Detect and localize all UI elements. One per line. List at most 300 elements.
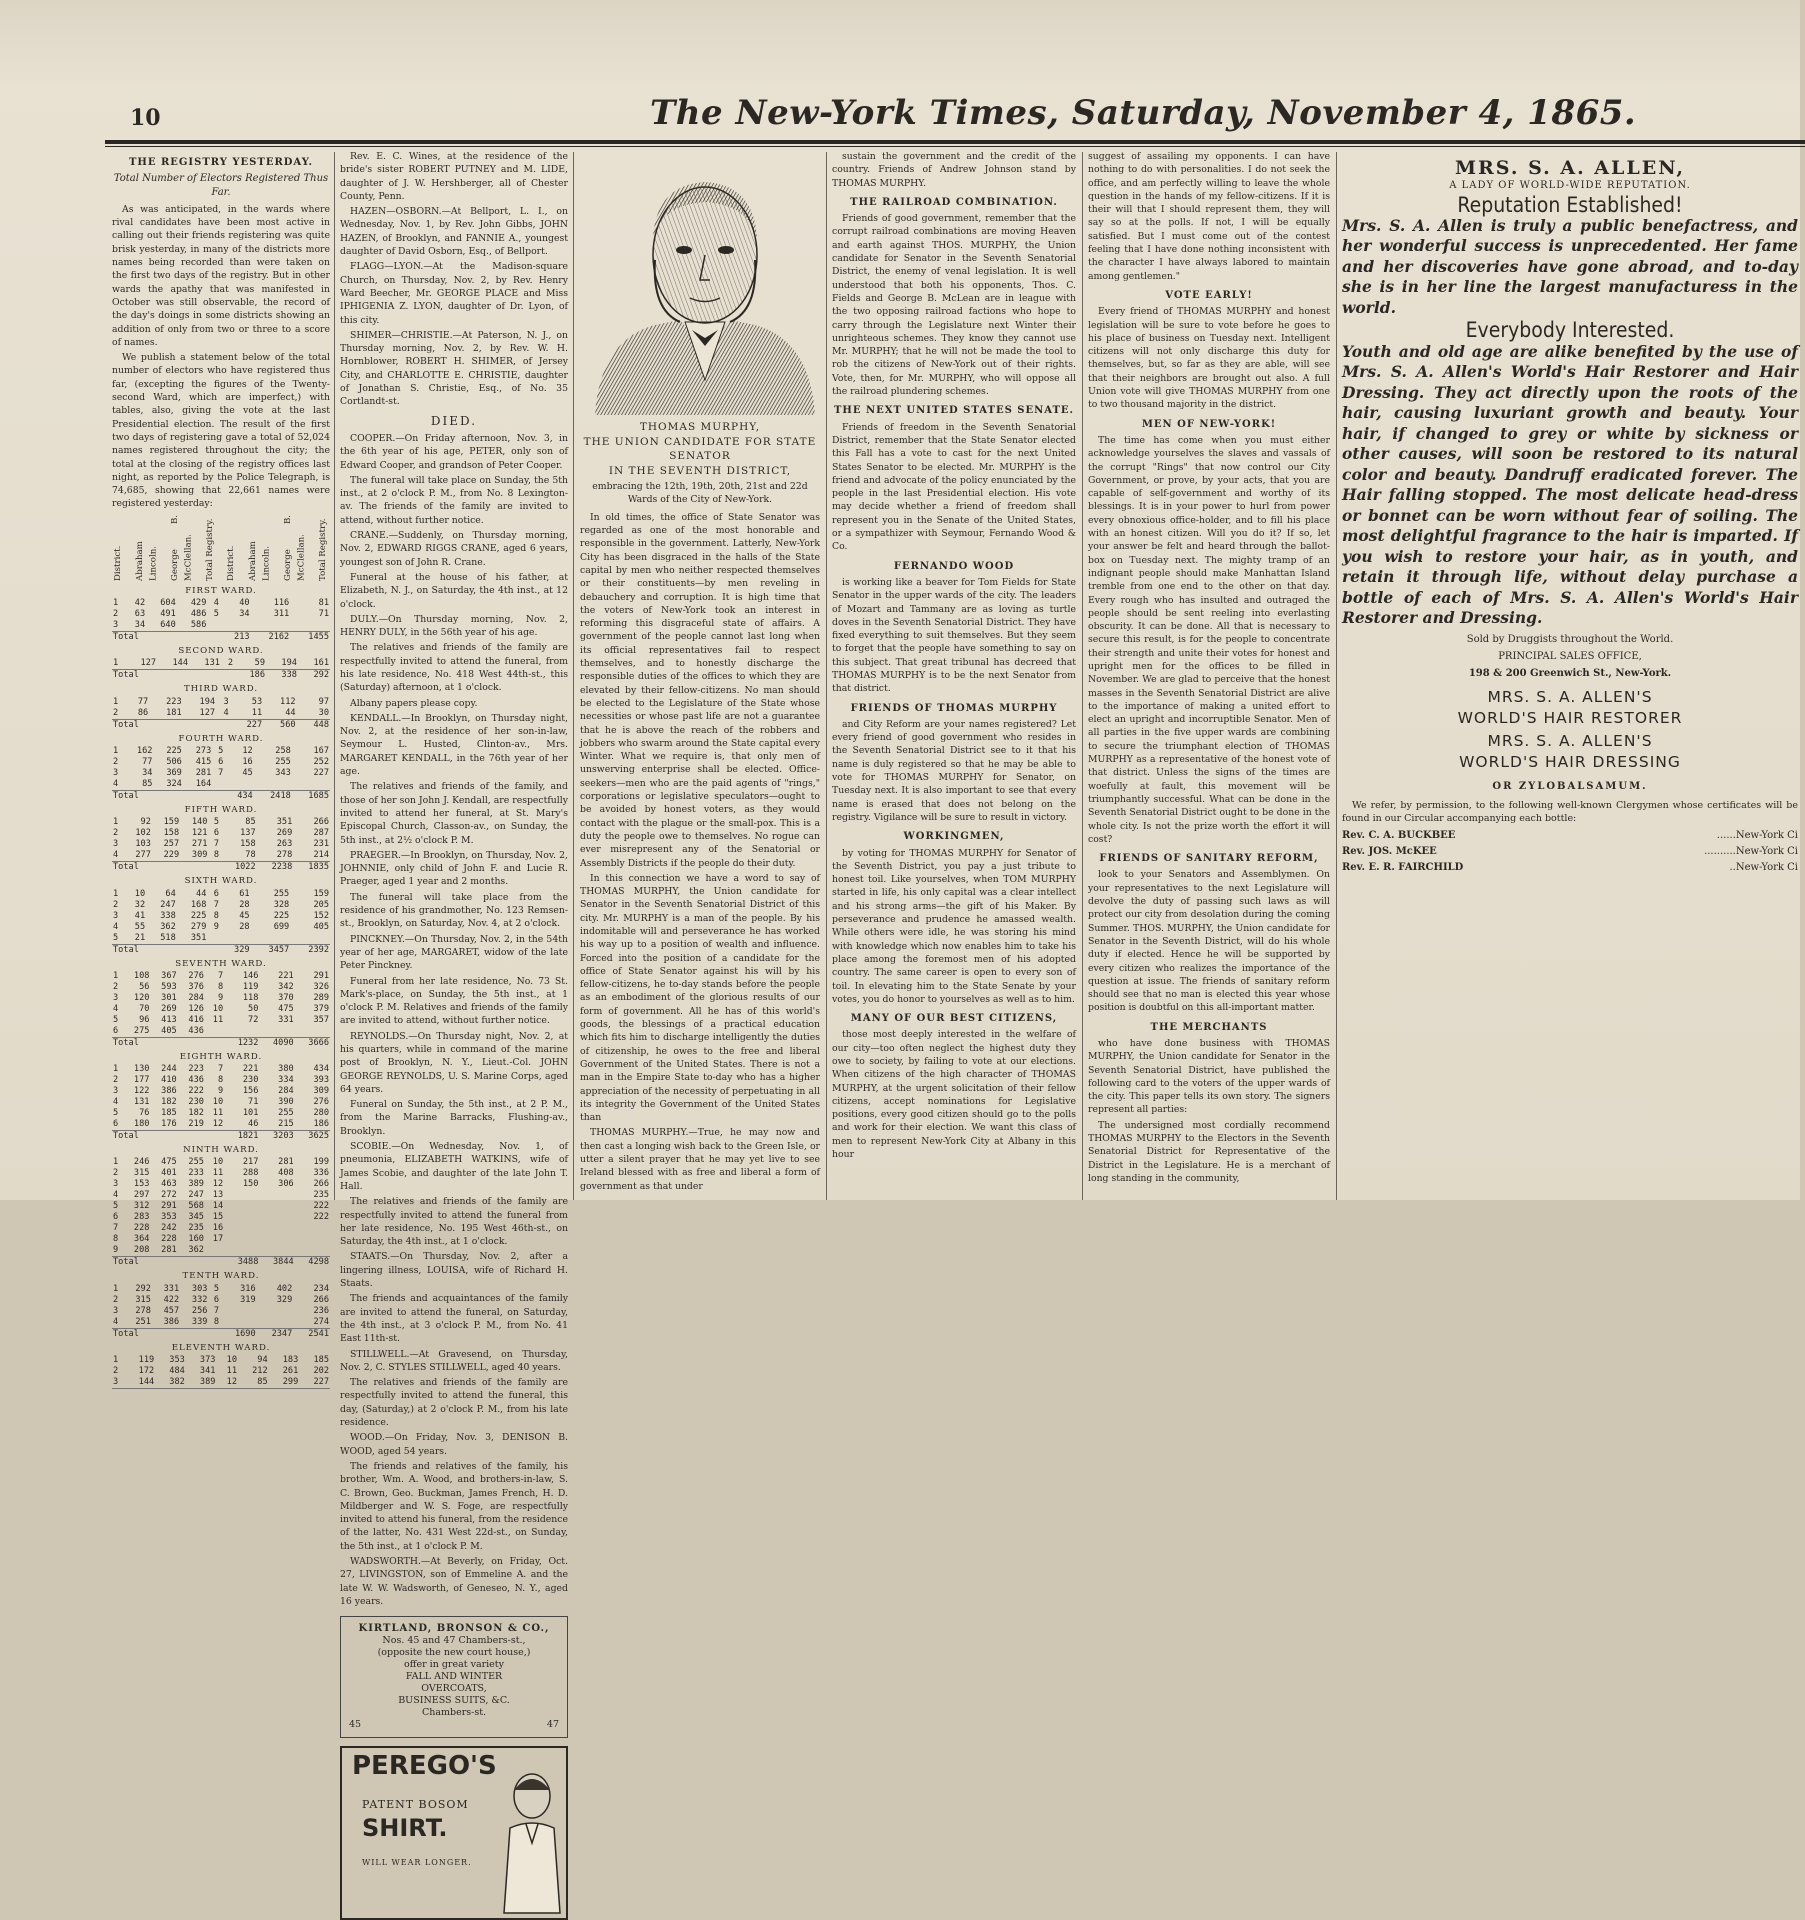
ward-cell: 235 [313, 1190, 329, 1201]
registry-column-header: District. [226, 545, 237, 581]
allen-block-dressing-line2: WORLD'S HAIR DRESSING [1459, 753, 1681, 772]
ward-cell [259, 1190, 294, 1201]
kirtland-ad-line: offer in great variety [404, 1659, 504, 1671]
ward-cell: 2 [113, 1294, 119, 1305]
ward-table [112, 1355, 330, 1389]
ward-row [112, 757, 330, 768]
ward-cell: 3 [113, 910, 119, 921]
kirtland-ad-line: Nos. 45 and 47 Chambers-st., [382, 1635, 526, 1647]
kirtland-ad-line: FALL AND WINTER [405, 1671, 503, 1683]
ward-total-label: Total [112, 1131, 224, 1143]
ward-cell: 1 [113, 1283, 119, 1294]
column-campaign-2 [1088, 150, 1330, 1200]
ward-cell: 244 [161, 1064, 177, 1075]
ward-cell: 338 [160, 910, 176, 921]
ward-cell: 284 [188, 992, 204, 1003]
ward-cell: 278 [135, 1305, 151, 1316]
ward-cell: 484 [169, 1365, 185, 1376]
ward-cell: 255 [273, 888, 290, 899]
ward-cell: 5 [213, 1283, 220, 1294]
ward-row [112, 817, 330, 828]
ward-cell: 16 [212, 1223, 224, 1234]
perego-patent: PATENT BOSOM [362, 1798, 469, 1812]
ward-cell: 131 [133, 1097, 150, 1108]
ward-cell: 167 [313, 745, 329, 756]
ward-cell: 280 [313, 1108, 329, 1119]
ward-cell: 266 [313, 817, 329, 828]
ward-cell: 13 [212, 1190, 224, 1201]
ward-cell: 34 [134, 620, 146, 631]
ward-cell: 351 [276, 817, 293, 828]
ward-cell: 3 [113, 1179, 119, 1190]
ward-cell: 223 [188, 1064, 204, 1075]
ward-cell: 97 [318, 696, 329, 707]
ward-cell: 5 [113, 1014, 119, 1025]
ward-cell: 2 [113, 1168, 119, 1179]
ward-cell: 32 [134, 899, 146, 910]
ward-cell: 4 [113, 921, 119, 932]
ward-cell: 246 [133, 1157, 150, 1168]
col4-sections [832, 196, 1076, 1161]
ward-cell: 342 [278, 981, 294, 992]
ward-cell [224, 1201, 259, 1212]
ward-cell: 269 [161, 1003, 177, 1014]
ward-cell: 119 [242, 981, 259, 992]
ward-cell: 331 [163, 1283, 180, 1294]
ward-cell: 71 [318, 609, 329, 620]
ward-cell: 1 [113, 1354, 119, 1365]
ward-cell: 121 [191, 828, 208, 839]
ward-cell: 362 [188, 1245, 204, 1256]
death-notice: COOPER.—On Friday afternoon, Nov. 3, in the 6th year of his age, PETER, only son of Edward Cooper, and grandson of Peter Cooper. [340, 432, 568, 471]
death-notice: STAATS.—On Thursday, Nov. 2, after a lingering illness, LOUISA, wife of Richard H. Staats. [340, 1251, 568, 1290]
ward-table [112, 658, 330, 681]
ward-title: FIRST WARD. [185, 585, 257, 596]
ward-cell: 12 [212, 1119, 224, 1130]
ward-cell: 640 [160, 620, 176, 631]
allen-block-dressing-line1: MRS. S. A. ALLEN'S [1487, 732, 1653, 751]
ward-cell: 230 [188, 1097, 204, 1108]
death-notice: The relatives and friends of the family are respectfully invited to attend the funeral, from his late residence, No. 418 West 44th-st., this (Saturday) afternoon, at 1 o'clock. [340, 642, 568, 694]
ward-cell: 257 [163, 839, 180, 850]
col5-section-text: The undersigned most cordially recommend THOMAS MURPHY to the Electors in the Seventh Senatorial District for Representative of the District in the Legislature. He is a merchant of long standing in the community, [1088, 1119, 1330, 1184]
ward-cell: 7 [218, 767, 224, 778]
ward-cell: 44 [196, 888, 207, 899]
ward-row [112, 1157, 330, 1168]
ward-row [112, 1097, 330, 1108]
ward-cell: 593 [161, 981, 177, 992]
bleed-through-area [0, 0, 1800, 85]
kirtland-ad-line: BUSINESS SUITS, &C. [398, 1695, 510, 1707]
ward-cell: 6 [213, 1294, 220, 1305]
perego-tagline: WILL WEAR LONGER. [362, 1858, 472, 1868]
ward-cell: 164 [195, 778, 212, 789]
ward-cell: 130 [133, 1064, 150, 1075]
ward-cell: 230 [242, 1075, 259, 1086]
ward-cell: 10 [226, 1354, 238, 1365]
ward-cell: 367 [161, 970, 177, 981]
col5-section-heading: THE MERCHANTS [1150, 1021, 1268, 1033]
ward-row [112, 1234, 330, 1245]
death-notice: WADSWORTH.—At Beverly, on Friday, Oct. 27, LIVINGSTON, son of Emmeline A. and the late W. W. Wadsworth, of Geneseo, N. Y., aged 16 years. [340, 1555, 568, 1607]
allen-text-everybody: Youth and old age are alike benefited by the use of Mrs. S. A. Allen's World's Hair Restorer and Hair Dressing. They act directly upon the roots of the hair, causing luxuriant growth and beauty. Your hair, if changed to grey or white by sickness or other causes, will soon be restored to its natural color and beauty. Dandruff eradicated forever. The Hair falling stopped. The most delicate head-dress or bonnet can be worn without fear of soiling. The most delightful fragrance to the hair is imparted. If you wish to restore your hair, as in youth, and retain it through life, without delay purchase a bottle of each of Mrs. S. A. Allen's World's Hair Restorer and Dressing. [1342, 341, 1798, 628]
ward-cell: 9 [217, 1086, 224, 1097]
ward-cell: 222 [188, 1086, 204, 1097]
ward-cell: 235 [188, 1223, 204, 1234]
ward-row [112, 1064, 330, 1075]
ward-row [112, 1026, 330, 1038]
ward-cell [220, 1317, 257, 1329]
col4-section-text: Friends of good government, remember that the corrupt railroad combinations are moving Heaven and earth against THOS. MURPHY, the Union candidate for Senator in the Seventh Senatorial District, the enemy of venal legislation. It is well understood that both his opponents, Thos. C. Fields and George B. McLean are in league with the two opposing railroad factions who hope to carry through the Legislature next Winter their unrighteous schemes. They know they cannot use Mr. MURPHY; that he will not be made the tool to rob the citizens of New-York out of their rights. Vote, then, for Mr. MURPHY, who will oppose all the railroad plundering schemes. [832, 213, 1076, 398]
ward-cell: 112 [280, 696, 296, 707]
ward-table [112, 1064, 330, 1142]
ward-cell: 221 [242, 1064, 259, 1075]
ward-cell [259, 1223, 294, 1234]
ward-cell: 55 [134, 921, 146, 932]
registry-subheading: Total Number of Electors Registered Thus Far. [113, 173, 329, 198]
ward-cell: 319 [240, 1294, 256, 1305]
ward-cell [212, 779, 224, 791]
ward-cell: 120 [133, 992, 150, 1003]
kirtland-ad-line: Chambers-st. [421, 1707, 487, 1719]
shirt-figure-illustration [492, 1768, 572, 1913]
ward-cell: 357 [313, 1014, 329, 1025]
ward-cell: 234 [313, 1283, 329, 1294]
ward-cell: 3 [113, 767, 119, 778]
ward-cell: 185 [161, 1108, 177, 1119]
ward-cell: 518 [160, 932, 176, 943]
ward-cell: 159 [163, 817, 180, 828]
ward-cell: 292 [135, 1283, 151, 1294]
col5-section-heading: FRIENDS OF SANITARY REFORM, [1099, 853, 1319, 865]
ward-row [112, 982, 330, 993]
ward-cell: 281 [195, 767, 212, 778]
ward-cell: 15 [212, 1212, 224, 1223]
ward-cell: 227 [313, 767, 329, 778]
murphy-paragraph: In this connection we have a word to say of THOMAS MURPHY, the Union candidate for Senator in the Seventh Senatorial District of this city. Mr. MURPHY is a man of the people. By his indomitable will and perseverance he has worked his way up to a position of wealth and influence. Forced into the position of a candidate for the office of State Senator against his will by his fellow-citizens, he to-day stands before the people as an embodiment of the glorious results of our form of government. All he has of this world's goods, the blessings of a practical education which fits him to discharge intelligently the duties of citizenship, he owes to the free and liberal Government of the United States. There is not a man in the Empire State to-day who has a higher appreciation of the necessity of perpetuating in all its integrity the Government of the United States than [580, 872, 820, 1124]
col4-section-heading: MANY OF OUR BEST CITIZENS, [850, 1013, 1058, 1025]
column-registry [112, 150, 330, 1387]
allen-office-label: PRINCIPAL SALES OFFICE, [1498, 650, 1642, 662]
ward-cell: 416 [188, 1014, 204, 1025]
ward-cell: 8 [213, 1316, 220, 1327]
ward-cell: 236 [313, 1305, 329, 1316]
ward-cell: 186 [313, 1119, 329, 1130]
ward-row [112, 1212, 330, 1223]
col5-section-text: look to your Senators and Assemblymen. On your representatives to the next Legislature will devolve the duty of passing such laws as will protect our city from desolation during the coming Summer. THOS. MURPHY, the Union candidate for Senator in the Seventh District, will do his whole duty if elected. Hence he will be supported by every citizen who realizes the importance of the question at issue. The friends of sanitary reform should see that no man is elected this year whose position is doubtful on this all-important matter. [1088, 869, 1330, 1014]
registry-column-header: Total Registry. [317, 518, 328, 581]
ward-row [112, 911, 330, 922]
col5-sections [1088, 289, 1330, 1185]
ward-row [112, 1168, 330, 1179]
ward-cell: 64 [165, 888, 176, 899]
ward-cell: 8 [213, 910, 219, 921]
ward-cell: 10 [212, 1097, 224, 1108]
married-notice: SHIMER—CHRISTIE.—At Paterson, N. J., on Thursday morning, Nov. 2, by Rev. W. H. Hornblower, ROBERT H. SHIMER, of Jersey City, and CHARLOTTE E. CHRISTIE, daughter of Jonathan S. Christie, Esq., of No. 35 Cortlandt-st. [340, 329, 568, 408]
ward-cell: 429 [190, 598, 207, 609]
ward-total-cell: 1685 [292, 790, 330, 802]
column-campaign-1 [832, 150, 1076, 1200]
ward-total-cell: 3203 [259, 1131, 294, 1143]
ward-cell: 475 [161, 1157, 177, 1168]
masthead-rule [105, 140, 1805, 144]
ward-cell: 315 [133, 1168, 150, 1179]
ward-cell: 3 [113, 620, 119, 631]
ward-cell: 7 [213, 899, 219, 910]
ward-cell [290, 620, 330, 632]
ward-cell: 506 [166, 756, 182, 767]
ward-cell: 405 [161, 1025, 177, 1036]
ward-cell [207, 933, 220, 945]
masthead-rule-thin [105, 146, 1805, 147]
ward-cell: 278 [276, 850, 293, 861]
ward-cell: 81 [318, 598, 329, 609]
ward-title: SEVENTH WARD. [175, 958, 267, 969]
ward-cell: 1 [113, 888, 119, 899]
ward-cell: 103 [135, 839, 151, 850]
col4-section-heading: THE NEXT UNITED STATES SENATE. [833, 405, 1075, 417]
ward-row [112, 1190, 330, 1201]
ward-cell: 76 [139, 1108, 150, 1119]
col4-section-text: and City Reform are your names registered? Let every friend of good government who resides in the Seventh Senatorial District see to it that his name is duly registered so that he may be able to vote for THOMAS MURPHY for Senator, on Tuesday next. It is also important to see that every name is erased that does not belong on the registry. Vigilance will be sure to result in victory. [832, 718, 1076, 823]
ward-total-row [112, 790, 330, 802]
ward-cell: 17 [212, 1234, 224, 1245]
ward-cell: 276 [313, 1097, 329, 1108]
ward-cell: 303 [191, 1283, 208, 1294]
ward-cell: 5 [213, 817, 220, 828]
death-notice: The funeral will take place on Sunday, the 5th inst., at 2 o'clock P. M., from No. 8 Lexington-av. The friends of the family are invited to attend, without further notice. [340, 474, 568, 526]
ward-row [112, 1317, 330, 1329]
ward-total-cell [299, 1388, 330, 1389]
ward-cell: 8 [113, 1234, 119, 1245]
ward-cell: 5 [113, 1201, 119, 1212]
ward-cell [224, 1212, 259, 1223]
page-number: 10 [130, 105, 161, 131]
col4-section-text: Friends of freedom in the Seventh Senatorial District, remember that the State Senator elected this Fall has a vote to cast for the next United States Senator to be elected. Mr. MURPHY is the friend and advocate of the policy enunciated by the people in the last Presidential election. His vote may decide whether a friend of freedom shall represent you in the Senate of the United States, or a sympathizer with Seymour, Fernando Wood & Co. [832, 421, 1076, 553]
ward-cell: 172 [138, 1365, 155, 1376]
ward-cell: 299 [282, 1376, 299, 1387]
ward-cell: 401 [161, 1168, 177, 1179]
ward-cell: 28 [239, 921, 250, 932]
ward-title: FIFTH WARD. [184, 804, 258, 815]
ward-row [112, 1223, 330, 1234]
ward-total-cell: 3666 [295, 1037, 330, 1049]
ward-cell: 59 [254, 658, 265, 669]
ward-row [112, 828, 330, 839]
ward-cell: 7 [213, 1305, 220, 1316]
died-heading: DIED. [430, 413, 478, 428]
ward-title: THIRD WARD. [183, 684, 259, 695]
ward-title: EIGHTH WARD. [179, 1051, 263, 1062]
ward-cell: 1 [113, 817, 119, 828]
ward-cell: 16 [242, 756, 253, 767]
ward-cell: 373 [199, 1354, 216, 1365]
col4-section-text: is working like a beaver for Tom Fields for State Senator in the upper wards of the city. The leaders of Mozart and Tammany are as loving as turtle doves in the Seventh Senatorial District. They have fixed everything to suit themselves. But they seem to forget that the people have something to say on this subject. That great tribunal has decreed that THOMAS MURPHY is to be the next Senator from that district. [832, 576, 1076, 695]
ward-cell: 77 [142, 756, 153, 767]
column-murphy [580, 150, 820, 1200]
ward-cell: 222 [313, 1212, 329, 1223]
death-notice: PRAEGER.—In Brooklyn, on Thursday, Nov. 2, JOHNNIE, only child of John F. and Lucie R. Praeger, aged 1 year and 2 months. [340, 849, 568, 888]
ward-cell: 85 [142, 778, 153, 789]
ward-total-cell: 186 [234, 670, 266, 682]
ward-cell: 586 [190, 620, 207, 631]
ward-total-row [112, 862, 330, 874]
ward-cell: 3 [113, 839, 119, 850]
ward-cell [220, 1306, 257, 1317]
ward-cell: 2 [113, 828, 119, 839]
ward-cell [254, 779, 292, 791]
death-notice: The relatives and friends of the family are respectfully invited to attend the funeral, this day, (Saturday,) at 2 o'clock P. M., from his late residence. [340, 1377, 568, 1429]
ward-cell: 5 [213, 609, 219, 620]
ward-cell: 159 [313, 888, 329, 899]
ward-row [112, 768, 330, 779]
ward-total-cell: 1022 [220, 862, 257, 874]
ward-total-cell: 1690 [220, 1328, 257, 1340]
thomas-murphy-portrait [580, 150, 830, 415]
ward-cell: 182 [188, 1108, 204, 1119]
ward-table [112, 746, 330, 802]
ward-cell: 1 [113, 1157, 119, 1168]
ward-cell: 402 [276, 1283, 293, 1294]
married-notice: Rev. E. C. Wines, at the residence of the bride's sister ROBERT PUTNEY and M. LIDE, daughter of J. W. Hershberger, all of Chester County, Penn. [340, 151, 568, 202]
ward-cell: 228 [161, 1234, 177, 1245]
ward-cell: 194 [199, 696, 216, 707]
allen-office-address: 198 & 200 Greenwich St., New-York. [1468, 668, 1672, 680]
allen-subtitle: A LADY OF WORLD-WIDE REPUTATION. [1449, 180, 1691, 192]
ward-cell: 334 [278, 1075, 294, 1086]
ward-title: TENTH WARD. [182, 1271, 260, 1282]
ward-row [112, 993, 330, 1004]
ward-cell: 4 [113, 1097, 119, 1108]
ward-cell: 284 [278, 1086, 294, 1097]
ward-cell: 6 [213, 828, 220, 839]
ward-cell: 3 [113, 1305, 119, 1316]
ward-table [112, 889, 330, 956]
ward-cell: 8 [217, 981, 224, 992]
ward-cell: 7 [217, 1064, 224, 1075]
ward-cell: 30 [318, 707, 329, 718]
ward-cell: 42 [134, 598, 146, 609]
ward-cell [251, 620, 291, 632]
ward-cell [259, 1026, 294, 1038]
ward-total-row [112, 670, 330, 682]
ward-row [112, 598, 330, 609]
ward-row [112, 1284, 330, 1295]
death-notice: KENDALL.—In Brooklyn, on Thursday night, Nov. 2, at the residence of her son-in-law, Seymour L. Husted, Clinton-av., Mrs. MARGARET KENDALL, in the 76th year of her age. [340, 712, 568, 778]
ward-cell: 231 [313, 839, 329, 850]
ward-cell: 6 [218, 756, 224, 767]
ward-cell: 118 [242, 992, 259, 1003]
married-notice: HAZEN—OSBORN.—At Bellport, L. I., on Wednesday, Nov. 1, by Rev. John Gibbs, JOHN HAZEN, of Brooklyn, and FANNIE A., youngest daughter of David Osborn, Esq., of Bellport. [340, 206, 568, 258]
ward-total-cell [238, 1388, 269, 1389]
ward-cell: 199 [313, 1157, 329, 1168]
ward-cell: 3 [113, 1086, 119, 1097]
ward-total-cell [269, 1388, 300, 1389]
ward-cell: 44 [285, 707, 296, 718]
death-notice: STILLWELL.—At Gravesend, on Thursday, Nov. 2, C. STYLES STILLWELL, aged 40 years. [340, 1348, 568, 1373]
ward-cell: 94 [257, 1354, 268, 1365]
ward-cell: 160 [188, 1234, 204, 1245]
ward-cell [257, 1317, 294, 1329]
ward-cell: 331 [278, 1014, 294, 1025]
ward-cell: 225 [190, 910, 207, 921]
ward-row [112, 1295, 330, 1306]
ward-cell: 161 [313, 658, 329, 669]
ward-cell: 386 [161, 1086, 177, 1097]
ward-cell: 491 [160, 609, 176, 620]
ward-cell: 1 [113, 970, 119, 981]
allen-reference-city: ..........New-York Ci [1704, 845, 1798, 857]
allen-reference-row [1342, 828, 1798, 844]
ward-cell: 408 [278, 1168, 294, 1179]
ward-cell: 144 [172, 658, 188, 669]
ward-total-cell: 329 [220, 944, 251, 956]
ward-total-row [112, 1388, 330, 1389]
ward-total-cell: 2392 [290, 944, 330, 956]
portrait-caption-name: THOMAS MURPHY, [639, 421, 761, 433]
death-notice: CRANE.—Suddenly, on Thursday morning, Nov. 2, EDWARD RIGGS CRANE, aged 6 years, youngest son of John R. Crane. [340, 530, 568, 568]
ward-cell: 436 [188, 1075, 204, 1086]
ward-cell: 255 [278, 1108, 294, 1119]
ward-title: ELEVENTH WARD. [171, 1342, 271, 1353]
ward-cell: 275 [133, 1025, 150, 1036]
ward-cell: 258 [275, 745, 291, 756]
perego-name: PEREGO'S [352, 1751, 497, 1782]
allen-sold-by: Sold by Druggists throughout the World. [1466, 633, 1674, 645]
ward-cell [220, 933, 251, 945]
portrait-caption-role: THE UNION CANDIDATE FOR STATE SENATOR [583, 436, 817, 462]
ward-cell: 122 [133, 1086, 150, 1097]
ward-cell: 9 [217, 992, 224, 1003]
ward-row [112, 889, 330, 900]
ward-total-cell: 2347 [257, 1328, 294, 1340]
ward-table [112, 598, 330, 643]
ward-cell: 6 [213, 888, 219, 899]
ward-total-label: Total [112, 862, 220, 874]
ward-total-cell: 213 [220, 632, 251, 644]
ward-cell: 53 [251, 696, 263, 707]
ward-cell: 255 [275, 756, 291, 767]
ward-cell: 5 [113, 932, 119, 943]
col5-section-text: Every friend of THOMAS MURPHY and honest legislation will be sure to vote before he goes to his place of business on Tuesday next. Intelligent citizens will not only discharge this duty for themselves, but, so far as they are able, will see that their neighbors are brought out also. A full Union vote will give THOMAS MURPHY from one to two thousand majority in the district. [1088, 306, 1330, 411]
col5-section-text: who have done business with THOMAS MURPHY, the Union candidate for Senator in the Seventh Senatorial District, have published the following card to the voters of the upper wards of the city. This paper tells its own story. The signers represent all parties: [1088, 1038, 1330, 1116]
ward-cell: 131 [204, 658, 220, 669]
ward-table [112, 1284, 330, 1340]
ward-cell: 227 [313, 1376, 329, 1387]
ward-row [112, 900, 330, 911]
allen-reference-city: ..New-York Ci [1729, 861, 1798, 873]
ward-cell: 364 [133, 1234, 150, 1245]
ward-cell: 228 [133, 1223, 150, 1234]
ward-cell: 382 [169, 1376, 185, 1387]
ward-cell: 345 [188, 1212, 204, 1223]
ward-row [112, 609, 330, 620]
ward-cell: 247 [160, 899, 176, 910]
col4-section-text: by voting for THOMAS MURPHY for Senator of the Seventh District, you pay a just tribute to honest toil. Like yourselves, when TOM MURPHY started in life, his only capital was a clear intellect and his strong arms—the gift of his Maker. By perseverance and prudence he amassed wealth. While others were idle, he was storing his mind with knowledge which now enables him to take his place among the foremost men of his adopted country. The same career is open to every son of toil. In elevating him to the State Senate by your votes, you do honor to yourselves as well as to him. [832, 847, 1076, 1005]
ward-title: SIXTH WARD. [184, 876, 258, 887]
ward-cell: 72 [248, 1014, 259, 1025]
col4-section-heading: WORKINGMEN, [903, 831, 1005, 843]
ward-cell: 247 [188, 1190, 204, 1201]
ward-row [112, 746, 330, 757]
ward-cell [295, 1026, 330, 1038]
death-notice: Funeral at the house of his father, at Elizabeth, N. J., on Saturday, the 4th inst., at 12 o'clock. [340, 571, 568, 610]
ward-cell: 1 [113, 1064, 119, 1075]
ward-row [112, 1377, 330, 1389]
ward-cell: 225 [273, 910, 290, 921]
ward-cell: 46 [248, 1119, 259, 1130]
ward-cell: 215 [278, 1119, 294, 1130]
